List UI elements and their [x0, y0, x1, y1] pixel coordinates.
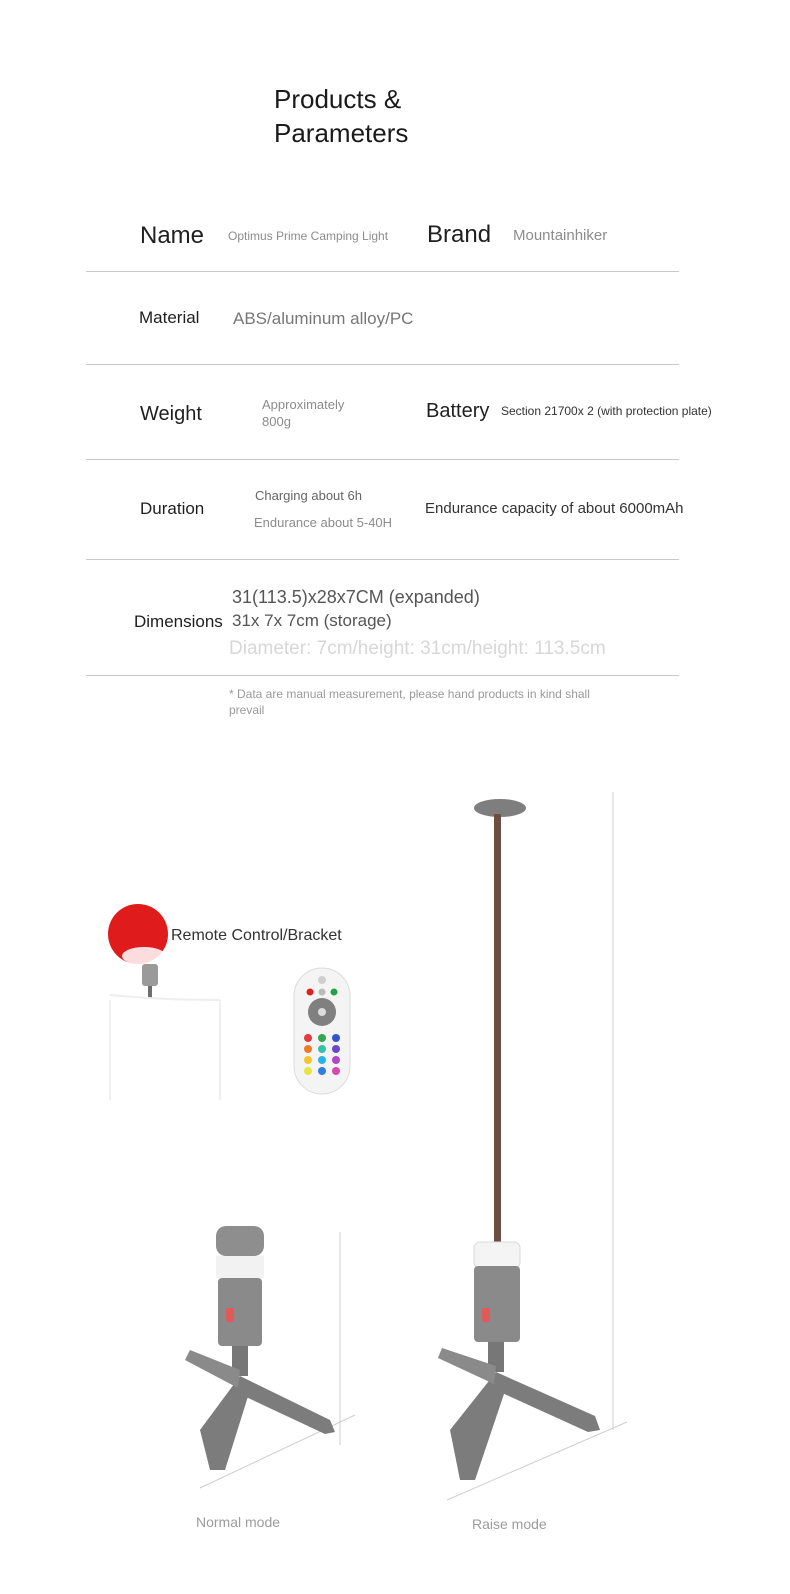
divider [86, 271, 679, 272]
dimensions-label: Dimensions [134, 612, 223, 631]
material-value: ABS/aluminum alloy/PC [233, 309, 414, 328]
red-bulb-bracket-image [100, 900, 230, 1020]
brand-label: Brand [427, 221, 492, 248]
divider [86, 675, 679, 676]
divider [86, 559, 679, 560]
brand-value: Mountainhiker [513, 227, 608, 244]
remote-control-image [292, 966, 352, 1096]
weight-value-line1: Approximately [262, 397, 345, 412]
raise-mode-lamp-image [430, 790, 630, 1510]
normal-mode-lamp-image [180, 1220, 380, 1490]
measurement-note: * Data are manual measurement, please hand products in kind shall prevail [229, 687, 590, 717]
duration-label: Duration [140, 499, 205, 518]
raise-mode-caption: Raise mode [472, 1516, 547, 1532]
duration-endurance: Endurance about 5-40H [254, 515, 393, 530]
weight-label: Weight [140, 403, 202, 425]
normal-mode-caption: Normal mode [196, 1514, 281, 1530]
divider [86, 364, 679, 365]
dimensions-expanded: 31(113.5)x28x7CM (expanded) [232, 587, 480, 607]
page-title: Products & Parameters [274, 84, 409, 148]
material-label: Material [139, 308, 200, 327]
accessory-label: Remote Control/Bracket [171, 927, 342, 944]
divider [86, 459, 679, 460]
name-value: Optimus Prime Camping Light [228, 229, 389, 243]
dimensions-storage: 31x 7x 7cm (storage) [232, 611, 392, 630]
duration-charging: Charging about 6h [255, 488, 362, 503]
dimensions-diameter-height: Diameter: 7cm/height: 31cm/height: 113.5cm [229, 638, 606, 659]
battery-label: Battery [426, 400, 490, 422]
capacity-value: Endurance capacity of about 6000mAh [425, 500, 684, 517]
battery-value: Section 21700x 2 (with protection plate) [501, 404, 712, 418]
name-label: Name [140, 222, 205, 249]
weight-value-line2: 800g [262, 414, 291, 429]
